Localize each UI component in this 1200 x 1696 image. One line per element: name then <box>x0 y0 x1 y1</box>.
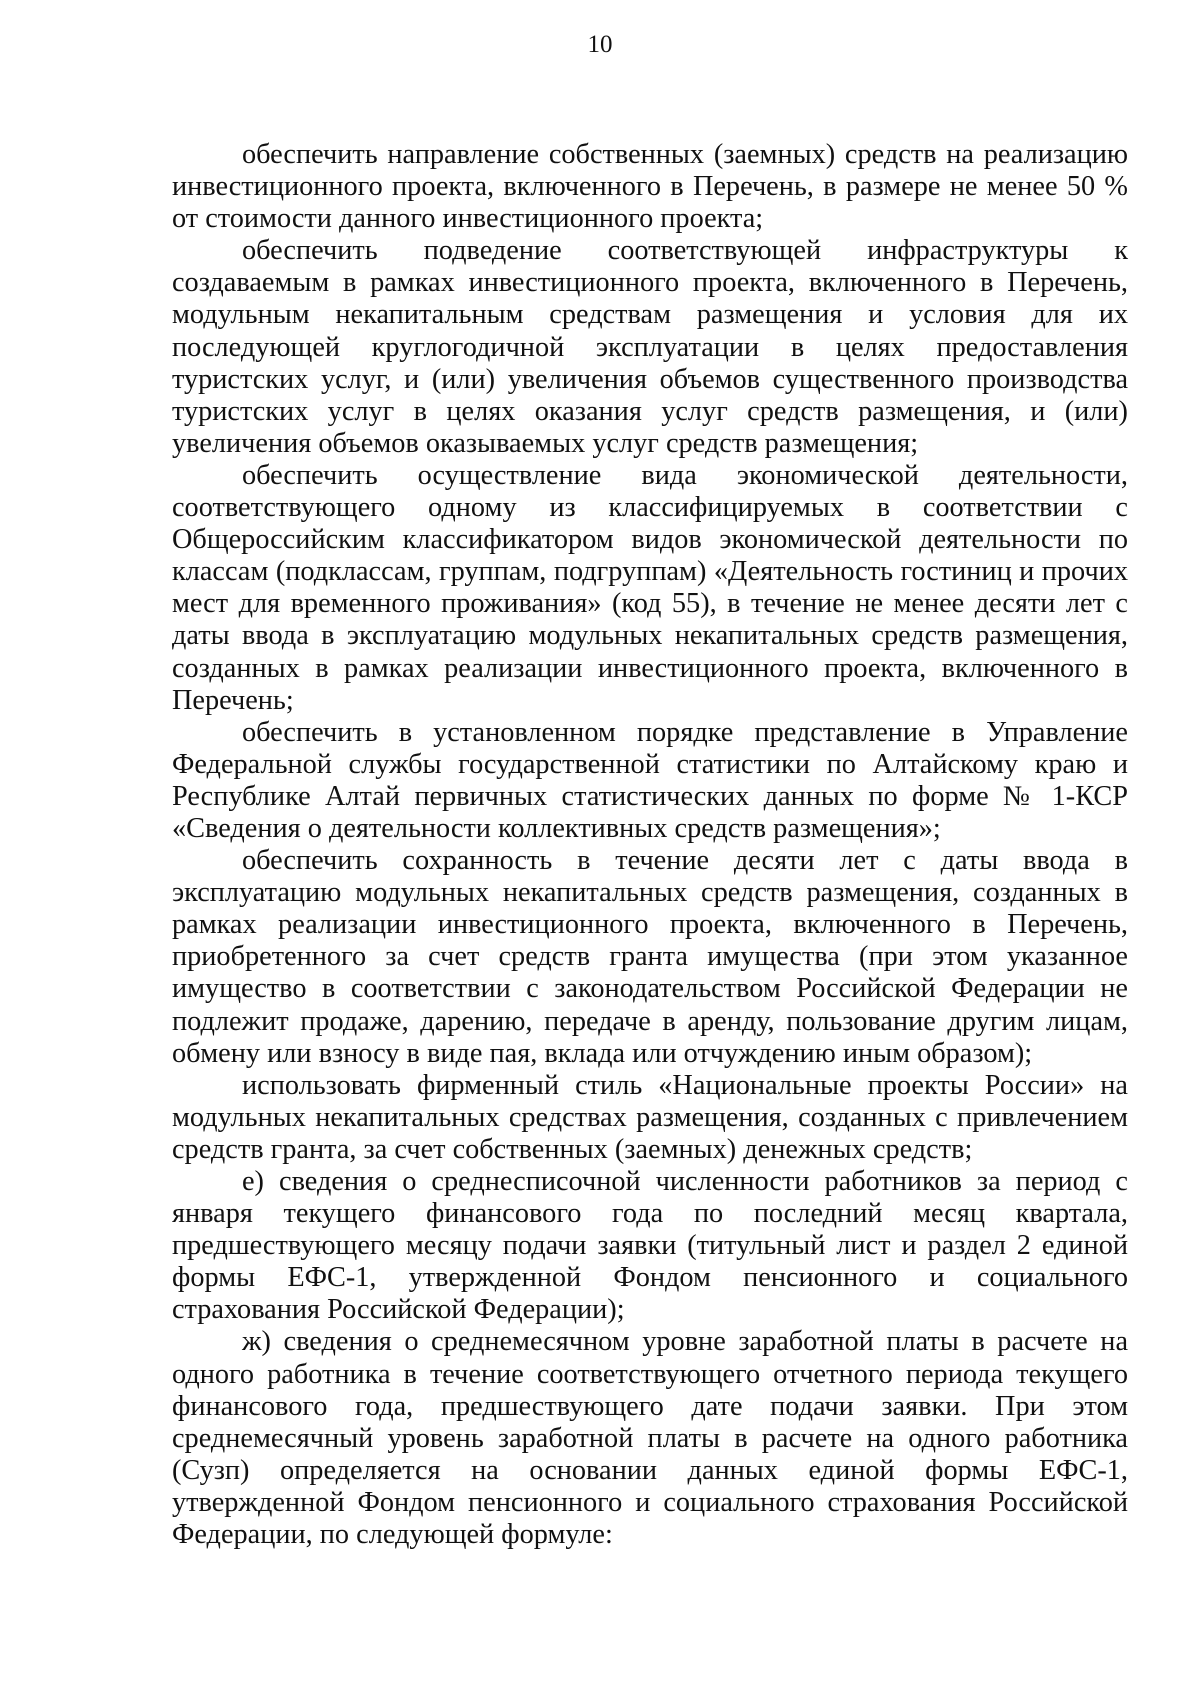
paragraph: обеспечить сохранность в течение десяти лет с даты ввода в эксплуатацию модульных некапитальных средств размещения, созданных в рамках реализации инвестиционного проекта, включенного в Перечень, приобретенного за счет средств гранта имущества (при этом указанное имущество в соответствии с законодательством Российской Федерации не подлежит продаже, дарению, передаче в аренду, пользование другим лицам, обмену или взносу в виде пая, вклада или отчуждению иным образом); <box>172 845 1128 1069</box>
paragraph: обеспечить в установленном порядке представление в Управление Федеральной службы государственной статистики по Алтайскому краю и Республике Алтай первичных статистических данных по форме № 1-КСР «Сведения о деятельности коллективных средств размещения»; <box>172 716 1128 844</box>
paragraph: использовать фирменный стиль «Национальные проекты России» на модульных некапитальных средствах размещения, созданных с привлечением средств гранта, за счет собственных (заемных) денежных средств; <box>172 1069 1128 1165</box>
paragraph: е) сведения о среднесписочной численности работников за период с января текущего финансового года по последний месяц квартала, предшествующего месяцу подачи заявки (титульный лист и раздел 2 единой формы ЕФС-1, утвержденной Фондом пенсионного и социального страхования Российской Федерации); <box>172 1166 1128 1326</box>
page-number: 10 <box>587 31 613 58</box>
paragraph: ж) сведения о среднемесячном уровне заработной платы в расчете на одного работника в течение соответствующего отчетного периода текущего финансового года, предшествующего дате подачи заявки. При этом среднемесячный уровень заработной платы в расчете на одного работника (Сузп) определяется на основании данных единой формы ЕФС-1, утвержденной Фондом пенсионного и социального страхования Российской Федерации, по следующей формуле: <box>172 1326 1128 1551</box>
paragraph: обеспечить направление собственных (заемных) средств на реализацию инвестиционного проекта, включенного в Перечень, в размере не менее 50 % от стоимости данного инвестиционного проекта; <box>172 139 1128 235</box>
paragraph: обеспечить осуществление вида экономической деятельности, соответствующего одному из классифицируемых в соответствии с Общероссийским классификатором видов экономической деятельности по классам (подклассам, группам, подгруппам) «Деятельность гостиниц и прочих мест для временного проживания» (код 55), в течение не менее десяти лет с даты ввода в эксплуатацию модульных некапитальных средств размещения, созданных в рамках реализации инвестиционного проекта, включенного в Перечень; <box>172 459 1128 716</box>
document-body <box>172 139 1128 1551</box>
paragraph: обеспечить подведение соответствующей инфраструктуры к создаваемым в рамках инвестиционного проекта, включенного в Перечень, модульным некапитальным средствам размещения и условия для их последующей круглогодичной эксплуатации в целях предоставления туристских услуг, и (или) увеличения объемов существенного производства туристских услуг в целях оказания услуг средств размещения, и (или) увеличения объемов оказываемых услуг средств размещения; <box>172 235 1128 459</box>
